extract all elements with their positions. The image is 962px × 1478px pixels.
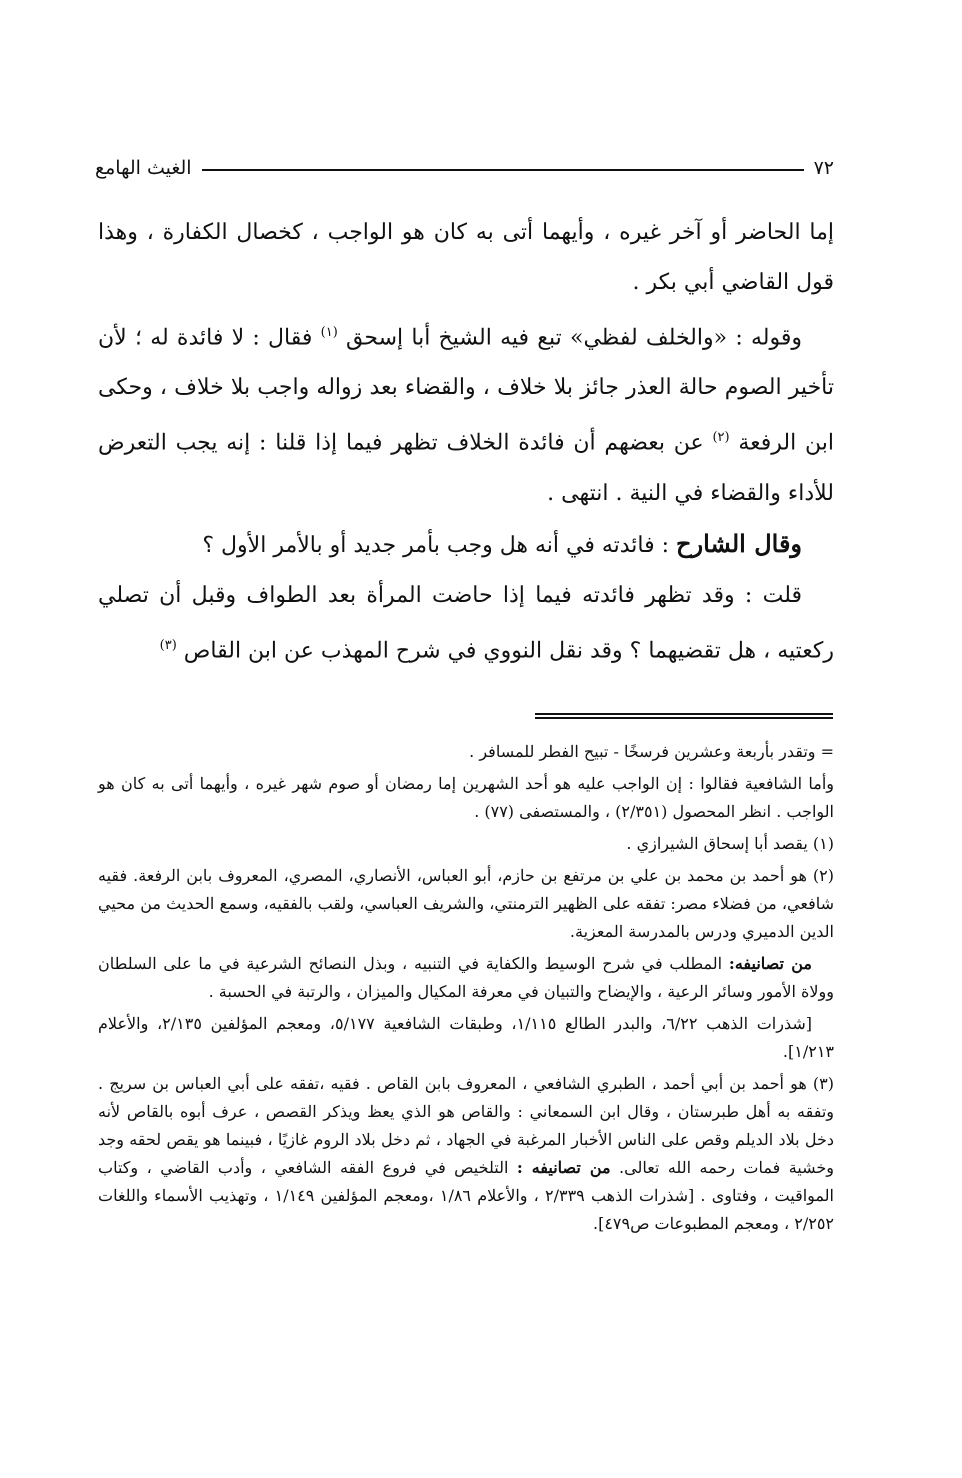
- footnote-ref-3: (٣): [159, 637, 177, 653]
- footnote-3: [98, 1070, 834, 1238]
- paragraph-2-text-c: عن بعضهم أن فائدة الخلاف تظهر فيما إذا قلنا : إنه يجب التعرض للأداء والقضاء في النية . انتهى .: [98, 430, 834, 506]
- running-header: [95, 150, 834, 186]
- footnote-2-references: [شذرات الذهب ٦/٢٢، والبدر الطالع ١/١١٥، وطبقات الشافعية ٥/١٧٧، ومعجم المؤلفين ٢/١٣٥، والأعلام ١/٢١٣].: [98, 1014, 834, 1061]
- paragraph-2-text-b: فقال : لا فائدة له ؛ لأن تأخير الصوم حالة العذر جائز بلا خلاف ، والقضاء بعد زواله واجب بلا خلاف ، وحكى ابن الرفعة: [98, 325, 834, 456]
- footnote-3-text-b: التلخيص في فروع الفقه الشافعي ، وأدب القاضي ، وكتاب المواقيت ، وفتاوى . [شذرات الذهب ٢/٣٣٩ ، والأعلام ١/٨٦ ،ومعجم المؤلفين ١/١٤٩ ، وتهذيب الأسماء واللغات ٢/٢٥٢ ، ومعجم المطبوعات ص٤٧٩].: [98, 1158, 834, 1233]
- footnote-separator: [535, 713, 833, 719]
- page-number: ٧٢: [813, 157, 834, 179]
- book-title: الغيث الهامع: [95, 157, 192, 179]
- paragraph-4: [98, 571, 834, 676]
- footnote-2-works: [98, 950, 834, 1006]
- footnote-continuation-1: = وتقدر بأربعة وعشرين فرسخًا - تبيح الفطر للمسافر .: [469, 742, 834, 761]
- main-text: [98, 208, 834, 676]
- footnote-2-works-text: المطلب في شرح الوسيط والكفاية في التنبيه ، وبذل النصائح الشرعية في ما على السلطان وولاة الأمور وسائر الرعية ، والإيضاح والتبيان في معرفة المكيال والميزان ، والرتبة في الحسبة .: [98, 954, 834, 1001]
- paragraph-1-text: إما الحاضر أو آخر غيره ، وأيهما أتى به كان هو الواجب ، كخصال الكفارة ، وهذا قول القاضي أبي بكر .: [98, 220, 834, 295]
- footnote-3-works-label: من تصانيفه :: [516, 1158, 611, 1177]
- footnote-continuation-2: وأما الشافعية فقالوا : إن الواجب عليه هو أحد الشهرين إما رمضان أو صوم شهر غيره ، وأيهما أتى به كان هو الواجب . انظر المحصول (٢/٣٥١) ، والمستصفى (٧٧) .: [98, 774, 834, 821]
- paragraph-4-text: قلت : وقد تظهر فائدته فيما إذا حاضت المرأة بعد الطواف وقبل أن تصلي ركعتيه ، هل تقضيهما ؟ وقد نقل النووي في شرح المهذب عن ابن القاص: [98, 582, 834, 663]
- paragraph-3-text: : فائدته في أنه هل وجب بأمر جديد أو بالأمر الأول ؟: [202, 532, 677, 558]
- paragraph-1: [98, 208, 834, 308]
- footnote-3-text-a: (٣) هو أحمد بن أبي أحمد ، الطبري الشافعي ، المعروف بابن القاص . فقيه ،تفقه على أبي العباس بن سريج . وتفقه به أهل طبرستان ، وقال ابن السمعاني : والقاص هو الذي يعظ ويذكر القصص ، عرف أبوه بالقاص لأنه دخل بلاد الديلم وقص على الناس الأخبار المرغبة في الجهاد ، ثم دخل بلاد الروم غازيًا ، فبينما هو يقص لحقه وجد وخشية فمات رحمه الله تعالى.: [98, 1074, 835, 1177]
- footnote-1: (١) يقصد أبا إسحاق الشيرازي .: [626, 834, 834, 853]
- paragraph-2: [98, 308, 834, 519]
- footnotes: [98, 738, 834, 1242]
- commentator-label: وقال الشارح: [676, 528, 802, 558]
- footnote-2-works-label: من تصانيفه:: [728, 954, 812, 973]
- header-rule: [202, 169, 804, 171]
- paragraph-3: [98, 519, 834, 571]
- paragraph-2-text-a: وقوله : «والخلف لفظي» تبع فيه الشيخ أبا إسحق: [337, 325, 802, 351]
- footnote-ref-2: (٢): [712, 430, 730, 446]
- footnote-ref-1: (١): [320, 325, 338, 340]
- footnote-2: (٢) هو أحمد بن محمد بن علي بن مرتفع بن حازم، أبو العباس، الأنصاري، المصري، المعروف بابن الرفعة. فقيه شافعي، من فضلاء مصر: تفقه على الظهير الترمنتي، والشريف العباسي، ولقب بالفقيه، وسمع الحديث من محيي الدين الدميري ودرس بالمدرسة المعزية.: [98, 866, 835, 941]
